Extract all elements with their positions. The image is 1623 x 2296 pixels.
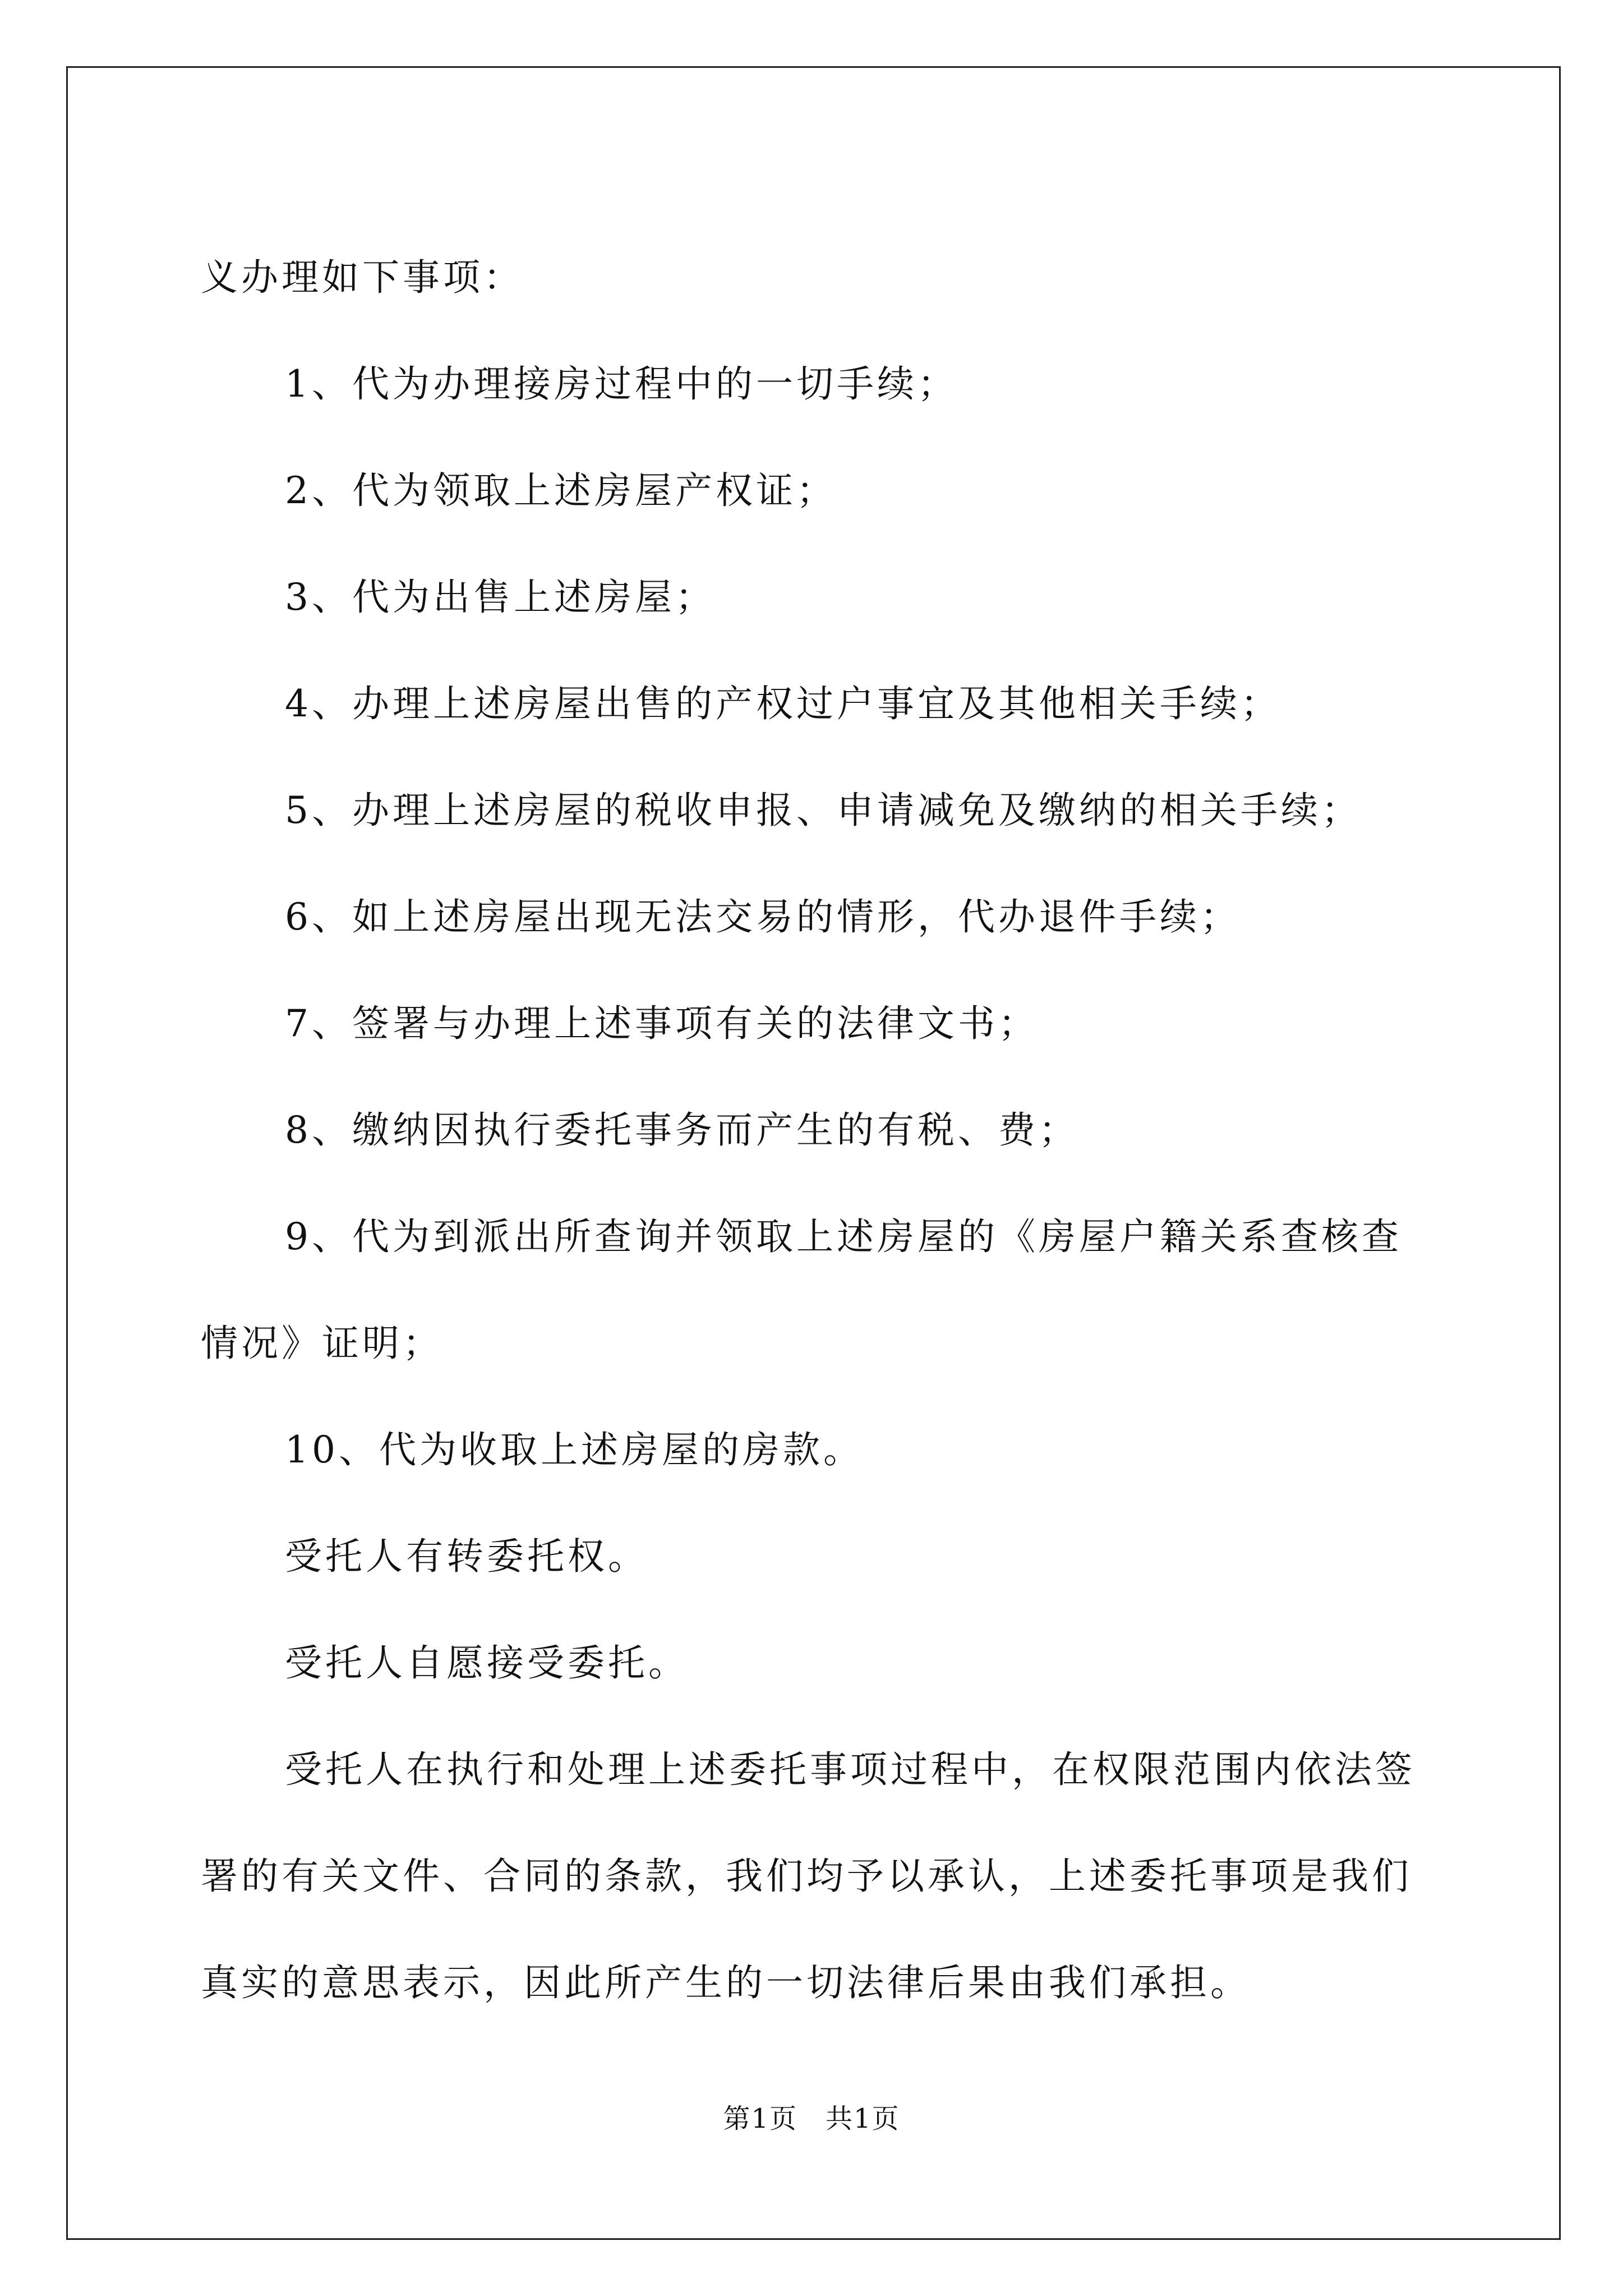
- item-1: 1、代为办理接房过程中的一切手续；: [285, 362, 958, 406]
- statement-liability: 受托人在执行和处理上述委托事项过程中，在权限范围内依法签署的有关文件、合同的条款，我们均予以承认，上述委托事项是我们真实的意思表示，因此所产生的一切法律后果由我们承担。: [201, 1748, 1415, 2004]
- item-6: 6、如上述房屋出现无法交易的情形，代办退件手续；: [285, 895, 1241, 938]
- item-3: 3、代为出售上述房屋；: [285, 576, 716, 619]
- statement-acceptance: 受托人自愿接受委托。: [285, 1641, 689, 1685]
- page-current: 第1页: [723, 2103, 797, 2134]
- item-2: 2、代为领取上述房屋产权证；: [285, 469, 837, 512]
- page-footer: [0, 2097, 1623, 2136]
- item-5: 5、办理上述房屋的税收申报、申请减免及缴纳的相关手续；: [285, 789, 1362, 832]
- document-body: [201, 224, 1435, 2036]
- item-8: 8、缴纳因执行委托事务而产生的有税、费；: [285, 1108, 1079, 1152]
- page-total: 共1页: [826, 2103, 900, 2134]
- item-4: 4、办理上述房屋出售的产权过户事宜及其他相关手续；: [285, 682, 1281, 725]
- item-7: 7、签署与办理上述事项有关的法律文书；: [285, 1002, 1039, 1045]
- item-10: 10、代为收取上述房屋的房款。: [285, 1428, 864, 1471]
- opening-line: 义办理如下事项：: [201, 256, 524, 299]
- statement-sub-delegation: 受托人有转委托权。: [285, 1535, 648, 1578]
- item-9: 9、代为到派出所查询并领取上述房屋的《房屋户籍关系查核查情况》证明；: [201, 1215, 1402, 1365]
